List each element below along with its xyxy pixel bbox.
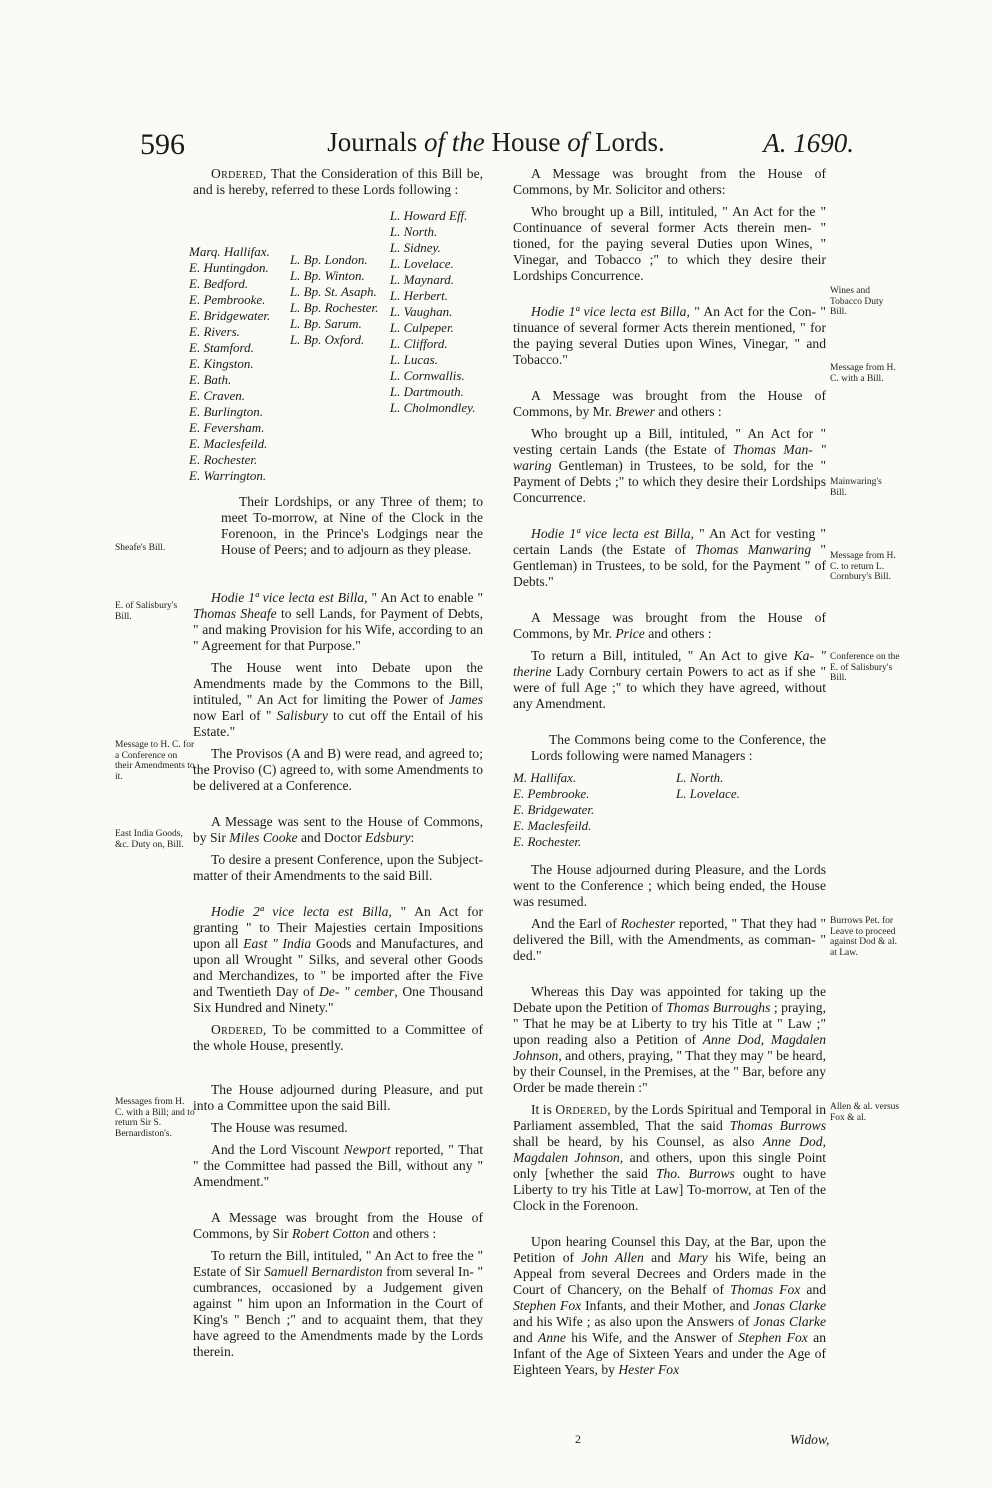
text: Anne [538, 1330, 566, 1345]
lord-name: L. Bp. St. Asaph. [289, 284, 377, 299]
text: To be committed to a Committee of the whole House, presently. [193, 1022, 483, 1053]
paragraph [513, 388, 826, 420]
text: Newport [343, 1142, 391, 1157]
managers-column-barons [676, 770, 740, 850]
text: reported, " That they had " delivered the Bill, with the Amendments, as comman- " ded." [513, 916, 826, 963]
margin-note-message-from-bill: Message from H. C. with a Bill. [830, 363, 896, 384]
margin-note-burrows: Burrows Pet. for Leave to proceed against Dod & al. at Law. [830, 916, 898, 958]
lord-name: L. North. [389, 224, 438, 239]
paragraph [193, 1142, 483, 1190]
text: from several In- " cumbrances, occasioned by a Judgement given against " him upon an Information in the Court of King's " Bench ;" and to acquaint them, that they have agreed to the Amendments made by the Lords therein. [193, 1264, 483, 1359]
text: his Wife, and the Answer of [565, 1330, 739, 1345]
text: Hodie 1ª vice lecta est Billa, [211, 590, 368, 605]
text: John Allen [581, 1250, 644, 1265]
text: Edsbury [365, 830, 411, 845]
lord-name: L. Bp. Oxford. [289, 332, 365, 347]
text: Thomas Burroughs [666, 1000, 771, 1015]
managers-column-earls [513, 770, 676, 850]
text: Thomas Manwaring [695, 542, 812, 557]
paragraph [193, 660, 483, 740]
paragraph [513, 526, 826, 590]
text: That the Consideration of this Bill be, and is hereby, referred to these Lords following : [193, 166, 483, 197]
lords-column-barons [390, 208, 483, 484]
text: A Message was brought from the House of Commons, by Sir [193, 1210, 483, 1241]
lord-name: L. Dartmouth. [389, 384, 464, 399]
lord-name: E. Huntingdon. [189, 260, 269, 275]
lord-name: L. Bp. Sarum. [289, 316, 362, 331]
text: Mary [678, 1250, 708, 1265]
catchword: Widow, [790, 1432, 830, 1447]
text: Rochester [620, 916, 676, 931]
text: " An Act for granting " to Their Majesties certain Impositions upon all [193, 904, 483, 951]
text: " An Act for the Con- " tinuance of several former Acts therein mentioned, " for the paying several Duties upon Wines, Vinegar, " and Tobacco." [513, 304, 826, 367]
text: and [800, 1282, 827, 1297]
margin-note-conference: Conference on the E. of Salisbury's Bill. [830, 652, 900, 683]
lords-column-earls [189, 208, 290, 484]
page-number: 596 [140, 128, 185, 161]
paragraph: The Provisos (A and B) were read, and agreed to; the Proviso (C) agreed to, with some Amendments to be delivered at a Conference. [193, 746, 483, 793]
paragraph [193, 904, 483, 1016]
lord-name: E. Bridgewater. [513, 802, 595, 817]
text: Thomas Fox [730, 1282, 801, 1297]
ordered-word: Ordered, [211, 166, 267, 181]
lord-name: L. Herbert. [389, 288, 449, 303]
text: his Wife, being an Appeal from several Decrees and Orders made in the Court of Chancery, on the Behalf of [513, 1250, 827, 1297]
paragraph: Who brought up a Bill, intituled, " An Act for the " Continuance of several former Acts therein men- " tioned, for the paying several Duties upon Wines, " Vinegar, and Tobacco ;" to which they desire their Lordships Concurrence. [513, 204, 826, 283]
managers-list [513, 770, 826, 850]
lord-name: E. Bridgewater. [189, 308, 271, 323]
lord-name: E. Burlington. [189, 404, 264, 419]
text: And the Earl of [531, 916, 621, 931]
title-word: of [423, 127, 445, 157]
lord-name: L. Sidney. [389, 240, 441, 255]
paragraph: A Message was brought from the House of Commons, by Mr. Solicitor and others: [513, 166, 826, 197]
committee-lords-list [189, 208, 483, 484]
lord-name: E. Craven. [189, 388, 245, 403]
text: A Message was sent to the House of Commons, by Sir [193, 814, 483, 845]
left-column [189, 166, 483, 1366]
text: Ka- " therine [513, 648, 826, 679]
text: To return the Bill, intituled, " An Act to free the " Estate of Sir [193, 1248, 483, 1279]
text: Robert Cotton [291, 1226, 370, 1241]
lord-name: L. North. [676, 770, 724, 785]
text: The House went into Debate upon the Amendments made by the Commons to the Bill, intituled, " An Act for limiting the Power of [193, 660, 483, 707]
text: A Message was brought from the House of Commons, by Mr. [513, 610, 826, 641]
text: Hodie 1ª vice lecta est Billa, [531, 304, 690, 319]
text: Gentleman) in Trustees, to be sold, for the " Payment of Debts ;" to which they desire their Lordships Concurrence. [513, 458, 826, 505]
margin-note-allen: Allen & al. versus Fox & al. [830, 1102, 900, 1123]
text: , and others, praying, " That they may " be heard, by their Counsel, in the Premises, at the " Bar, before any Order be made therein :" [513, 1048, 826, 1095]
text: Anne Dod, Magdalen Johnson [513, 1032, 827, 1063]
text: Thomas Man- " waring [513, 442, 826, 473]
lord-name: L. Bp. Rochester. [289, 300, 379, 315]
text: and [643, 1250, 679, 1265]
title-word: Journals [327, 127, 418, 157]
lord-name: E. Bedford. [189, 276, 249, 291]
paragraph: The House was resumed. [211, 1120, 348, 1135]
title-word: House [491, 127, 561, 157]
text: Stephen Fox [513, 1298, 582, 1313]
text: Jonas Clarke [753, 1314, 826, 1329]
lord-name: E. Stamford. [189, 340, 254, 355]
paragraph: The House adjourned during Pleasure, and the Lords went to the Conference ; which being ended, the House was resumed. [513, 862, 826, 909]
paragraph [513, 426, 826, 506]
paragraph [513, 1234, 826, 1378]
lord-name: L. Howard Eff. [389, 208, 468, 223]
ordered-word: Ordered, [211, 1022, 267, 1037]
lord-name: L. Lucas. [389, 352, 438, 367]
text: Thomas Sheafe [193, 606, 277, 621]
text: It is [531, 1102, 556, 1117]
text: shall be heard, by his Counsel, as also [513, 1134, 763, 1149]
text: and his Wife ; as also upon the Answers of [513, 1314, 754, 1329]
text: Brewer [615, 404, 655, 419]
text: and others : [369, 1226, 437, 1241]
text: Tho. Burrows [655, 1166, 735, 1181]
margin-note-message-cornbury: Message from H. C. to return L. Cornbury's Bill. [830, 551, 896, 582]
text: ought to have Liberty to try his Title at Law] To-morrow, at Ten of the Clock in the Forenoon. [513, 1166, 826, 1213]
text: East " India [243, 936, 312, 951]
lord-name: E. Warrington. [189, 468, 267, 483]
paragraph [513, 304, 826, 368]
text: , and others, upon this single Point only [whether the said [513, 1150, 826, 1181]
paragraph [513, 916, 826, 964]
year: A. 1690. [763, 128, 854, 158]
text: to sell Lands, for Payment of Debts, " and making Provision for his Wife, according to an " Agreement for that Purpose." [193, 606, 483, 653]
text: Price [615, 626, 645, 641]
paragraph: Their Lordships, or any Three of them; to meet To-morrow, at Nine of the Clock in the Forenoon, in the Prince's Lodgings near the House of Peers; and to adjourn as they please. [221, 494, 483, 557]
text: A Message was brought from the House of Commons, by Mr. [513, 388, 826, 419]
lord-name: E. Maclesfeild. [513, 818, 592, 833]
text: to cut off the Entail of his Estate." [193, 708, 483, 739]
lord-name: L. Bp. Winton. [289, 268, 365, 283]
margin-note-salisbury: E. of Salisbury's Bill. [115, 601, 178, 622]
title-word: Lords. [595, 127, 665, 157]
lord-name: E. Rochester. [513, 834, 582, 849]
text: Lady Cornbury certain Powers to act as if she " were of full Age ;" to which they have agreed, without any Amendment. [513, 664, 826, 711]
title-word: of [567, 127, 589, 157]
lord-name: L. Bp. London. [289, 252, 368, 267]
lord-name: E. Rivers. [189, 324, 240, 339]
text: and Doctor [297, 830, 366, 845]
paragraph [193, 1248, 483, 1360]
text: Whereas this Day was appointed for taking up the Debate upon the Petition of [513, 984, 826, 1015]
lord-name: L. Culpeper. [389, 320, 454, 335]
margin-note-messages-from: Messages from H. C. with a Bill; and to return Sir S. Bernardiston's. [115, 1097, 195, 1139]
text: " Gentleman) in Trustees, to be sold, for the Payment " of Debts." [513, 542, 826, 589]
lord-name: E. Feversham. [189, 420, 265, 435]
margin-note-east-india: East India Goods, &c. Duty on, Bill. [115, 829, 184, 850]
lords-column-bishops [290, 208, 390, 484]
text: De- " cember [319, 984, 395, 999]
lord-name: L. Cornwallis. [389, 368, 465, 383]
paragraph [513, 610, 826, 642]
text: " An Act for vesting " certain Lands (the Estate of [513, 526, 826, 557]
text: ; praying, " That he may be at Liberty to try his Title at " Law ;" upon reading also a Petition of [513, 1000, 826, 1047]
text: and others : [644, 626, 712, 641]
text: now Earl of " [193, 708, 277, 723]
text: and others : [654, 404, 722, 419]
text: " An Act to enable " [367, 590, 483, 605]
paragraph: To desire a present Conference, upon the Subject-matter of their Amendments to the said Bill. [193, 852, 483, 883]
paragraph [193, 1022, 483, 1054]
text: Upon hearing Counsel this Day, at the Bar, upon the Petition of [513, 1234, 826, 1265]
lord-name: L. Lovelace. [676, 786, 740, 801]
paragraph [513, 1102, 826, 1214]
text: Infants, and their Mother, and [581, 1298, 754, 1313]
lord-name: L. Lovelace. [389, 256, 454, 271]
text: Hodie 1ª vice lecta est Billa, [531, 526, 694, 541]
margin-note-message-to: Message to H. C. for a Conference on their Amendments to it. [115, 740, 195, 782]
text: by the Lords Spiritual and Temporal in Parliament assembled, That the said [513, 1102, 827, 1133]
lord-name: E. Pembrooke. [189, 292, 266, 307]
signature-mark: 2 [575, 1432, 581, 1446]
text: Samuell Bernardiston [263, 1264, 383, 1279]
text: : [410, 830, 415, 845]
text: Salisbury [276, 708, 328, 723]
paragraph [193, 166, 483, 198]
paragraph [193, 1210, 483, 1242]
paragraph: The Commons being come to the Conference, the Lords following were named Managers : [531, 732, 826, 763]
text: Hodie 2ª vice lecta est Billa, [211, 904, 392, 919]
text: Jonas Clarke [753, 1298, 826, 1313]
text: And the Lord Viscount [211, 1142, 344, 1157]
text: Who brought up a Bill, intituled, " An Act for " vesting certain Lands (the Estate of [513, 426, 826, 457]
lord-name: E. Pembrooke. [513, 786, 590, 801]
text: Hester Fox [618, 1362, 680, 1377]
margin-note-mainwaring: Mainwaring's Bill. [830, 477, 882, 498]
lord-name: E. Kingston. [189, 356, 254, 371]
right-column [513, 166, 826, 1384]
text: and [513, 1330, 538, 1345]
text: James [449, 692, 483, 707]
lord-name: E. Maclesfeild. [189, 436, 268, 451]
text: Anne Dod, Magdalen Johnson [513, 1134, 826, 1165]
text: an Infant of the Age of Sixteen Years and under the Age of Eighteen Years, by [513, 1330, 826, 1377]
margin-note-sheafe: Sheafe's Bill. [115, 543, 166, 553]
lord-name: Marq. Hallifax. [189, 244, 270, 259]
text: To return a Bill, intituled, " An Act to give [531, 648, 794, 663]
lord-name: E. Rochester. [189, 452, 258, 467]
paragraph [193, 814, 483, 846]
text: Thomas Burrows [729, 1118, 826, 1133]
margin-note-wines: Wines and Tobacco Duty Bill. [830, 286, 884, 317]
lord-name: M. Hallifax. [513, 770, 577, 785]
text: Goods and Manufactures, and upon all Wrought " Silks, and several other Goods and Merchandizes, to " be imported after the Five and Twentieth Day of [193, 936, 483, 999]
lord-name: L. Maynard. [389, 272, 455, 287]
lord-name: E. Bath. [189, 372, 232, 387]
text: Miles Cooke [229, 830, 298, 845]
lord-name: L. Clifford. [389, 336, 448, 351]
lord-name: L. Cholmondley. [389, 400, 476, 415]
paragraph [193, 590, 483, 654]
paragraph [513, 984, 826, 1096]
paragraph: The House adjourned during Pleasure, and put into a Committee upon the said Bill. [193, 1082, 483, 1113]
lord-name: L. Vaughan. [389, 304, 453, 319]
title-word: the [451, 127, 485, 157]
text: , One Thousand Six Hundred and Ninety." [193, 984, 483, 1015]
text: Stephen Fox [738, 1330, 808, 1345]
ordered-word: Ordered, [555, 1102, 611, 1117]
paragraph [513, 648, 826, 712]
text: reported, " That " the Committee had passed the Bill, without any " Amendment." [193, 1142, 483, 1189]
